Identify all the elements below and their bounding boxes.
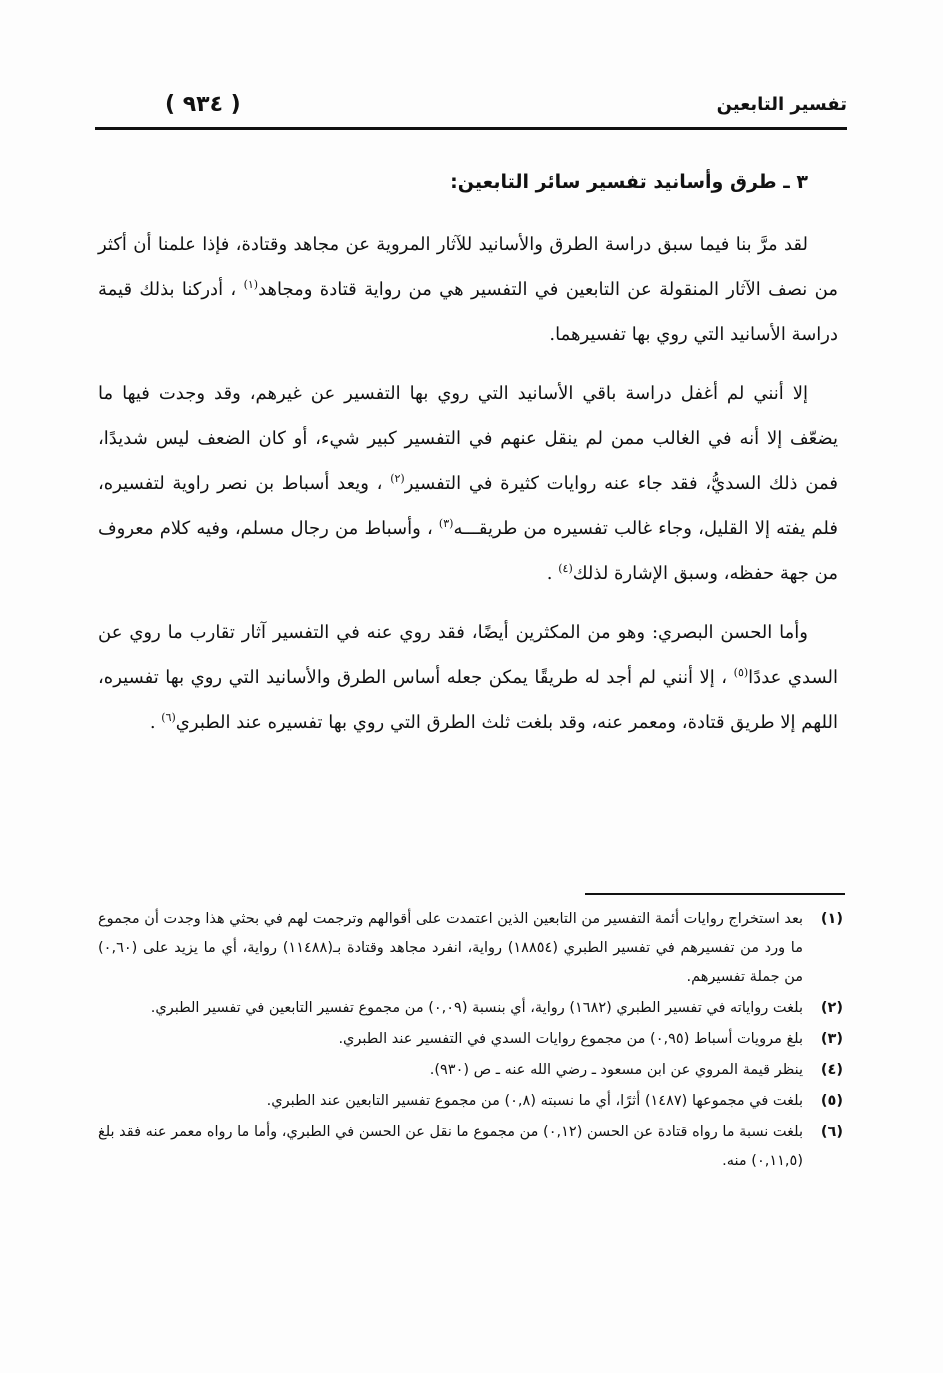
paragraph-text: ، إلا أنني لم أجد له طريقًا يمكن جعله أساس الطرق والأسانيد التي روي بها تفسيره، اللهم إلا طريق قتادة، ومعمر عنه، وقد بلغت ثلث الطرق التي روي بها تفسيره عند الطبري [98,667,838,733]
footnote-text: ينظر قيمة المروي عن ابن مسعود ـ رضي الله عنه ـ ص (٩٣٠). [429,1062,803,1078]
footnote-number: (٣) [820,1031,843,1047]
paragraph-text: إلا أنني لم أغفل دراسة باقي الأسانيد التي روي بها التفسير عن غيرهم، وقد وجدت فيها ما يضعّف إلا أنه في الغالب ممن لم ينقل عنهم في التفسير كبير شيء، أو كان الضعف ليس شديدًا، فمن ذلك السديُّ، فقد جاء عنه روايات كثيرة في التفسير [98,383,838,494]
page-header [95,92,847,128]
footnote-number: (٦) [820,1124,843,1140]
footnote-rule [585,893,845,895]
footnote-text: بلغت نسبة ما رواه قتادة عن الحسن (٠,١٢) من مجموع ما نقل عن الحسن في الطبري، وأما ما رواه معمر عنه فقد بلغ (٠,١١,٥) منه. [98,1124,803,1169]
footnote [98,1118,843,1176]
footnote-ref: (١) [243,278,259,291]
footnote-text: بعد استخراج روايات أئمة التفسير من التابعين الذين اعتمدت على أقوالهم وترجمت لهم في بحثي هذا وجدت أن مجموع ما ورد من تفسيرهم في تفسير الطبري (١٨٨٥٤) رواية، انفرد مجاهد وقتادة بـ(١١٤٨٨) رواية، أي ما يزيد على (٠,٦٠) من جملة تفسيرهم. [98,911,803,985]
paragraph [98,610,838,745]
footnote-number: (٥) [820,1093,843,1109]
paragraph-text: لقد مرَّ بنا فيما سبق دراسة الطرق والأسانيد للآثار المروية عن مجاهد وقتادة، فإذا علمنا أن أكثر من نصف الآثار المنقولة عن التابعين في التفسير هي من رواية قتادة ومجاهد [98,234,838,300]
footnote [98,994,843,1023]
running-title: تفسير التابعين [716,94,847,115]
footnote-number: (١) [820,911,843,927]
footnote-text: بلغ مرويات أسباط (٠,٩٥) من مجموع روايات السدي في التفسير عند الطبري. [338,1031,803,1047]
header-rule [95,127,847,130]
footnote-ref: (٢) [390,472,405,485]
footnote-number: (٤) [820,1062,843,1078]
footnote-ref: (٦) [161,711,176,724]
footnote [98,905,843,992]
page-number: ( ٩٣٤ ) [165,92,241,117]
paragraph-text: ، وأسباط من رجال مسلم، وفيه كلام معروف من جهة حفظه، وسبق الإشارة لذلك [98,518,838,584]
paragraph-text: . [149,712,156,733]
paragraph [98,371,838,596]
footnote [98,1025,843,1054]
footnote [98,1087,843,1116]
footnote [98,1056,843,1085]
paragraph-text: ، أدركنا بذلك قيمة دراسة الأسانيد التي روي بها تفسيرهما. [98,279,838,345]
section-heading: ٣ ـ طرق وأسانيد تفسير سائر التابعين: [450,171,808,193]
paragraph-text: ، ويعد أسباط بن نصر راوية لتفسيره، فلم يفته إلا القليل، وجاء غالب تفسيره من طريقـــه [98,473,838,539]
footnotes [98,905,843,1178]
footnote-text: بلغت رواياته في تفسير الطبري (١٦٨٢) رواية، أي بنسبة (٠,٠٩) من مجموع تفسير التابعين في تفسير الطبري. [150,1000,803,1016]
footnote-text: بلغت في مجموعها (١٤٨٧) أثرًا، أي ما نسبته (٠,٨) من مجموع تفسير التابعين عند الطبري. [266,1093,803,1109]
paragraph-text: . [546,563,553,584]
footnote-number: (٢) [820,1000,843,1016]
footnote-ref: (٥) [733,666,749,679]
paragraph-text: وأما الحسن البصري: وهو من المكثرين أيضًا، فقد روي عنه في التفسير آثار تقارب ما روي عن السدي عددًا [98,622,838,688]
paragraph [98,222,838,357]
main-text [98,160,838,759]
footnote-ref: (٣) [438,517,454,530]
footnote-ref: (٤) [558,562,573,575]
